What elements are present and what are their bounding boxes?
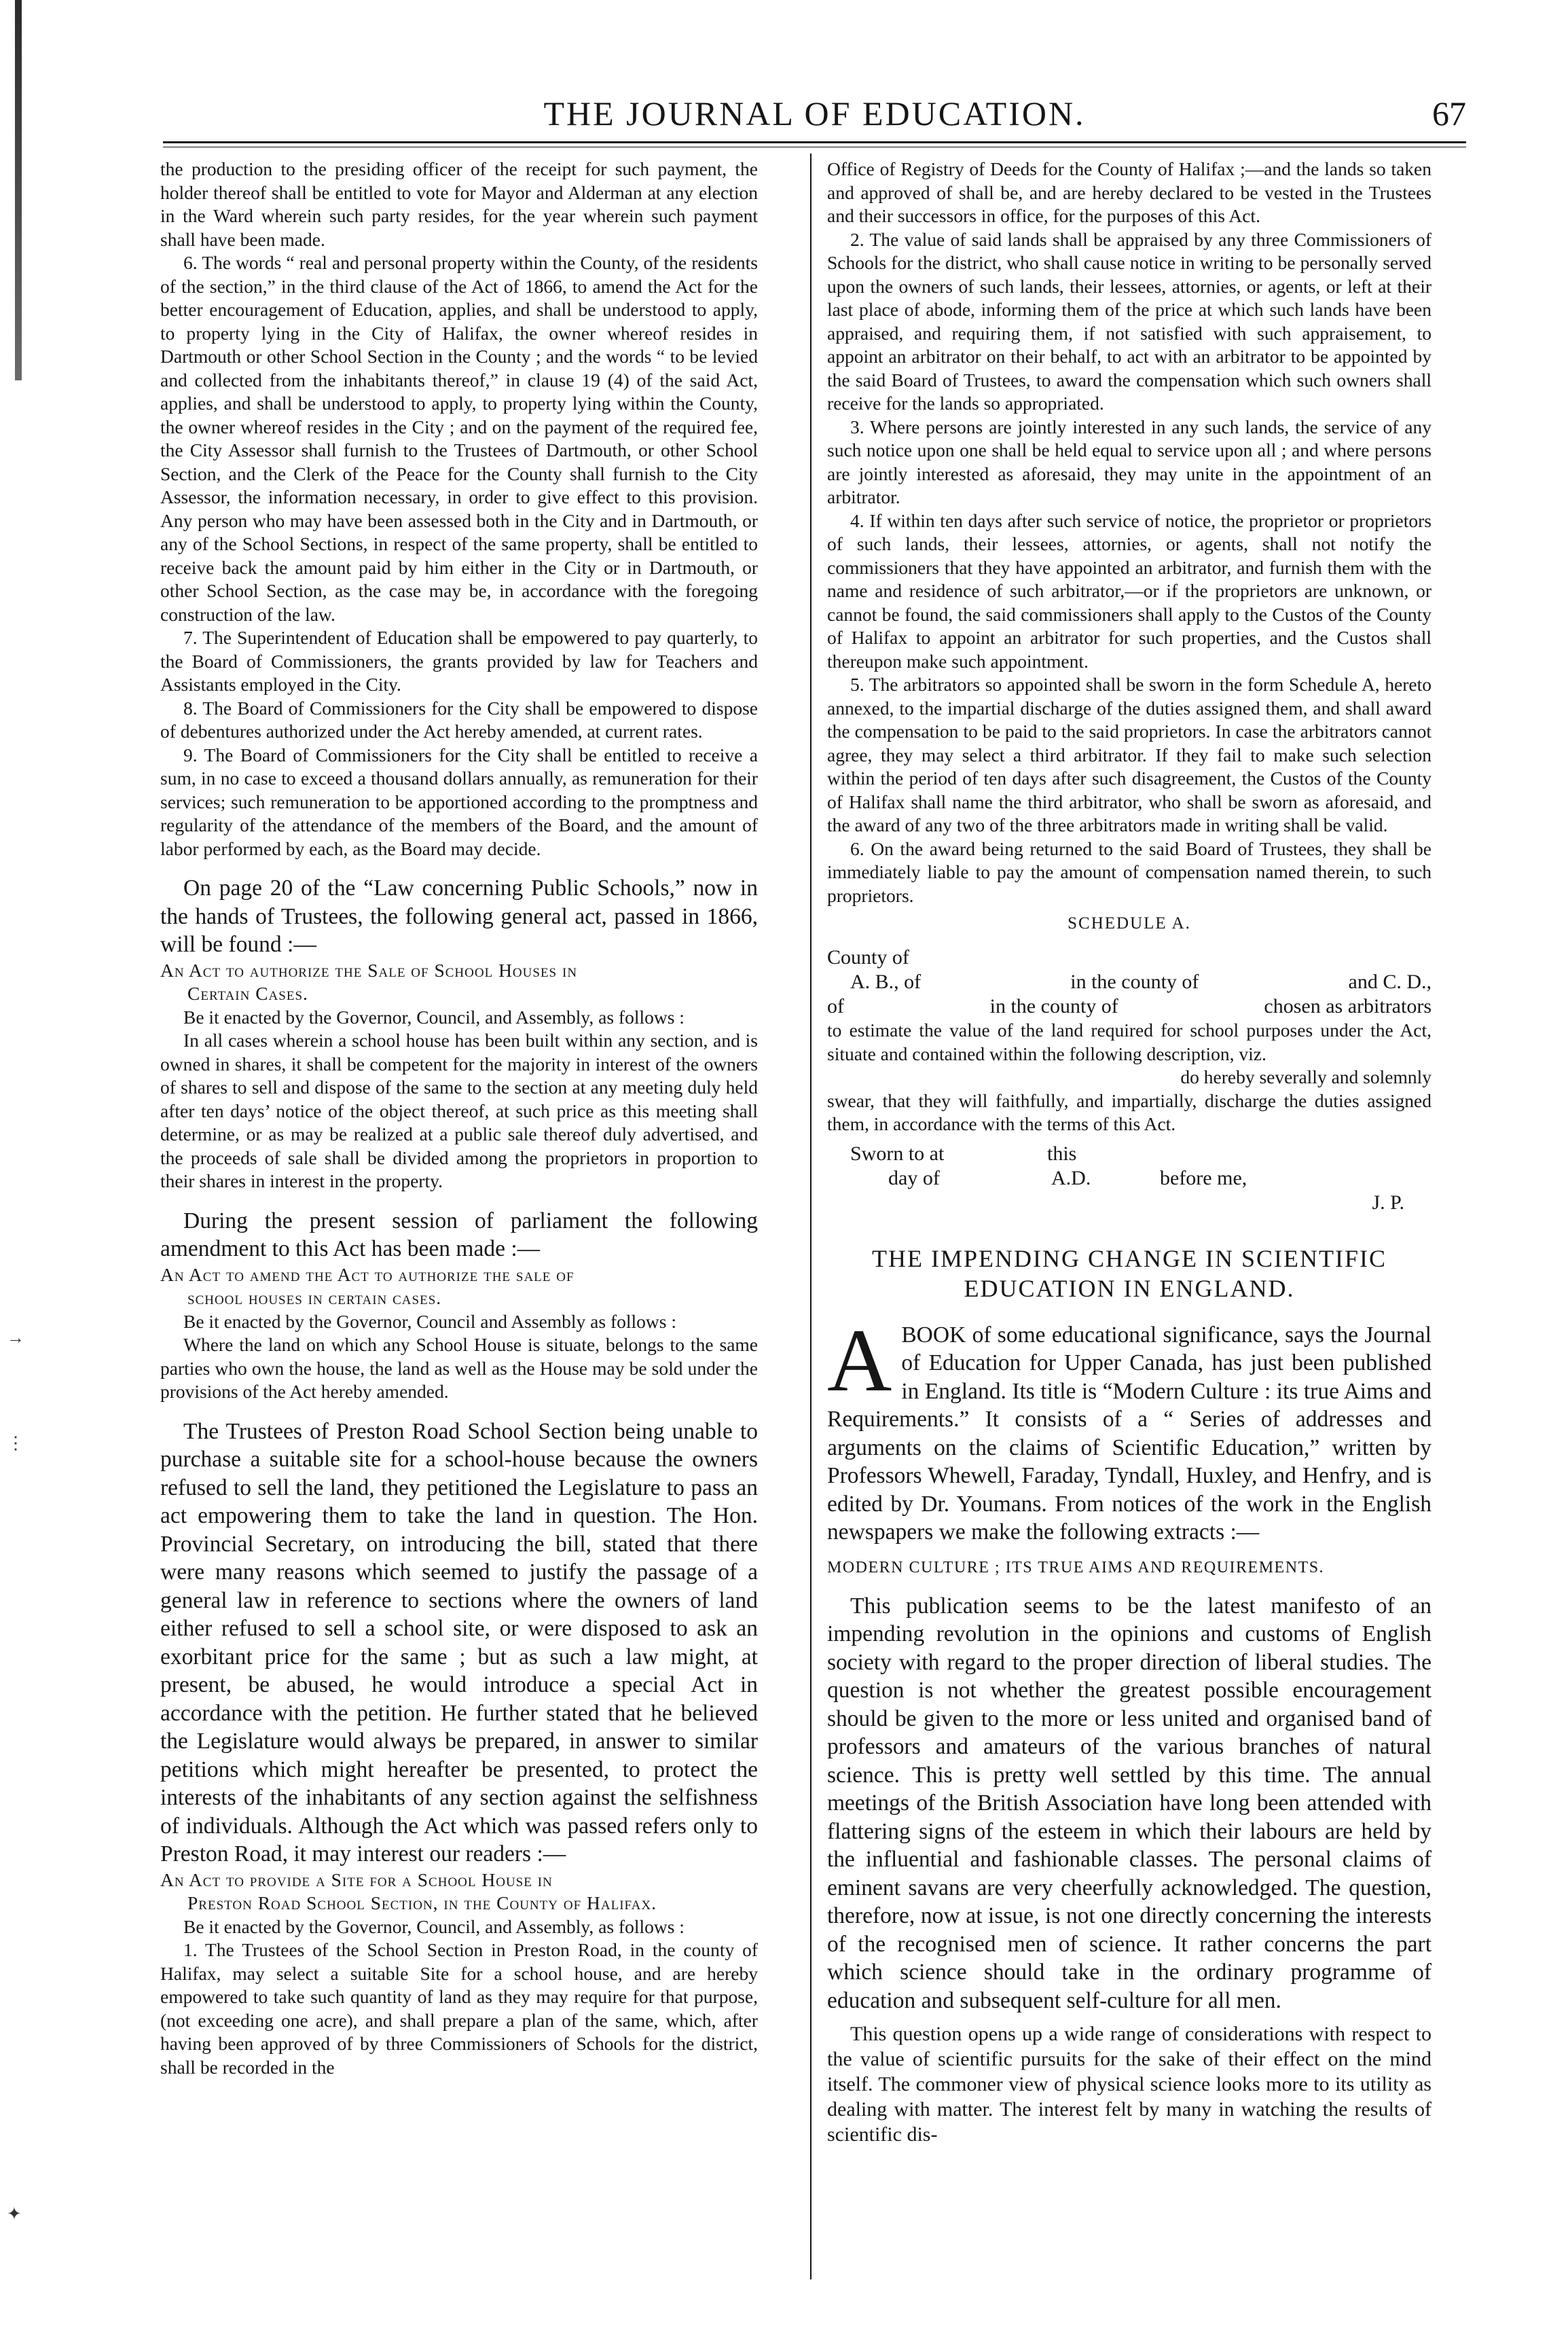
margin-mark: → <box>7 1328 24 1348</box>
schedule-line <box>827 994 1432 1019</box>
justice-of-peace: J. P. <box>1372 1191 1404 1214</box>
column-divider <box>810 154 812 2279</box>
paragraph: 6. The words “ real and personal property within the County, of the residents of the section,” in the third clause of the Act of 1866, to amend the Act for the better encouragement of Education, applies, and shall be understood to apply, to property lying in the City of Halifax, the owner whereof resides in Dartmouth or other School Section in the County ; and the words “ to be levied and collected from the inhabitants thereof,” in clause 19 (4) of the said Act, applies, and shall be understood to apply, to property lying within the County, the owner whereof resides in the City ; and on the payment of the required fee, the City Assessor shall furnish to the Trustees of Dartmouth, or other School Section, and the Clerk of the Peace for the County shall furnish to the City Assessor, the information necessary, in order to give effect to this provision. Any person who may have been assessed both in the City and in Dartmouth, or any of the School Sections, in respect of the same property, shall be entitled to receive back the amount paid by him either in the City or in Dartmouth, or other School Section, as the case may be, in accordance with the foregoing construction of the law. <box>160 252 758 625</box>
schedule-text: Sworn to at <box>850 1142 945 1165</box>
schedule-line <box>827 1166 1432 1191</box>
paragraph: On page 20 of the “Law concerning Public Schools,” now in the hands of Trustees, the following general act, passed in 1866, will be found :— <box>160 876 758 957</box>
header-rule <box>163 141 1466 143</box>
schedule-text: A.D. <box>1051 1166 1091 1189</box>
paragraph: The Trustees of Preston Road School Section being unable to purchase a suitable site for a school-house because the owners refused to sell the land, they petitioned the Legislature to pass an act empowering them to take the land in question. The Hon. Provincial Secretary, on introducing the bill, stated that there were many reasons which seemed to justify the passage of a general law in reference to sections where the owners of land either refused to sell a school site, or were disposed to ask an exorbitant price for the same ; but as such a law might, at present, be abused, he would introduce a special Act in accordance with the petition. He further stated that he believed the Legislature would always be prepared, in answer to similar petitions which might hereafter be presented, to protect the interests of the inhabitants of any section against the selfishness of individuals. Although the Act which was passed refers only to Preston Road, it may interest our readers :— <box>160 1418 758 1866</box>
act-title-line: An Act to authorize the Sale of School Houses in <box>160 959 578 981</box>
right-column <box>827 158 1432 2147</box>
paragraph: the production to the presiding officer of the receipt for such payment, the holder thereof shall be entitled to vote for Mayor and Alderman at any election in the Ward wherein such party resides, for the year wherein such payment shall have been made. <box>160 158 758 250</box>
page-header <box>163 94 1466 141</box>
schedule-heading: SCHEDULE A. <box>1068 914 1191 933</box>
schedule-text: in the county of <box>989 995 1118 1017</box>
section-subheading: MODERN CULTURE ; ITS TRUE AIMS AND REQUIREMENTS. <box>827 1558 1325 1576</box>
act-title-line: An Act to provide a Site for a School House in <box>160 1869 553 1890</box>
margin-mark: ⋮ <box>7 1433 24 1453</box>
schedule-text: before me, <box>1160 1166 1247 1189</box>
paragraph: 2. The value of said lands shall be appraised by any three Commissioners of Schools for the district, who shall cause notice in writing to be personally served upon the owners of such lands, their lessees, attornies, or agents, or left at their last place of abode, informing them of the price at which such lands have been appraised, and requiring them, if not satisfied with such appraisement, to appoint an arbitrator on their behalf, to act with an arbitrator to be appointed by the said Board of Trustees, to award the compensation which such owners shall receive for the lands so appropriated. <box>827 228 1432 414</box>
page-number: 67 <box>1432 94 1466 132</box>
schedule-text: day of <box>888 1166 940 1189</box>
enacting-clause: Be it enacted by the Governor, Council, and Assembly, as follows : <box>183 1006 685 1028</box>
paragraph: This question opens up a wide range of considerations with respect to the value of scientific pursuits for the sake of their effect on the mind itself. The commoner view of physical science looks more to its utility as dealing with matter. The interest felt by many in watching the results of scientific dis- <box>827 2023 1432 2146</box>
act-title-line: Certain Cases. <box>187 983 308 1004</box>
schedule-text: swear, that they will faithfully, and impartially, discharge the duties assigned them, in accordance with the terms of this Act. <box>827 1089 1432 1134</box>
enacting-clause: Be it enacted by the Governor, Council and Assembly as follows : <box>183 1310 676 1332</box>
schedule-text: this <box>1047 1142 1077 1165</box>
act-title <box>160 959 758 1006</box>
paragraph: 6. On the award being returned to the said Board of Trustees, they shall be immediately liable to pay the amount of compensation named therein, to such proprietors. <box>827 837 1432 906</box>
schedule-text: of <box>827 995 844 1017</box>
left-column <box>160 158 758 2079</box>
act-body: In all cases wherein a school house has been built within any section, and is owned in shares, it shall be competent for the majority in interest of the owners of shares to sell and dispose of the same to the section at any meeting duly held after ten days’ notice of the object thereof, at such price as this meeting shall determine, or as may be realized at a public sale thereof duly advertised, and the proceeds of sale shall be divided among the proprietors in proportion to their shares in interest in the property. <box>160 1030 758 1191</box>
drop-cap: A <box>827 1310 892 1410</box>
article-title <box>827 1244 1432 1303</box>
article-title-line: EDUCATION IN ENGLAND. <box>964 1274 1295 1302</box>
schedule-text: in the county of <box>1070 971 1199 993</box>
schedule-form <box>827 945 1432 1215</box>
schedule-text: do hereby severally and solemnly <box>1180 1066 1432 1087</box>
paragraph: Office of Registry of Deeds for the County of Halifax ;—and the lands so taken and approved of shall be, and are hereby declared to be vested in the Trustees and their successors in office, for the purposes of this Act. <box>827 158 1432 226</box>
schedule-text: A. B., of <box>850 971 922 993</box>
article-title-line: THE IMPENDING CHANGE IN SCIENTIFIC <box>872 1244 1387 1272</box>
act-title <box>160 1263 758 1310</box>
margin-mark: ✦ <box>7 2204 22 2224</box>
running-title: THE JOURNAL OF EDUCATION. <box>543 94 1086 132</box>
schedule-line <box>827 945 1432 970</box>
paragraph: 3. Where persons are jointly interested in any such lands, the service of any such notice upon one shall be held equal to service upon all ; and where persons are jointly interested as aforesaid, they may unite in the appointment of an arbitrator. <box>827 416 1432 507</box>
paragraph: 7. The Superintendent of Education shall be empowered to pay quarterly, to the Board of Commissioners, the grants provided by law for Teachers and Assistants employed in the City. <box>160 627 758 695</box>
schedule-text: County of <box>827 946 909 969</box>
paragraph: 9. The Board of Commissioners for the City shall be entitled to receive a sum, in no case to exceed a thousand dollars annually, as remuneration for their services; such remuneration to be apportioned according to the promptness and regularity of the attendance of the members of the Board, and the amount of labor performed by each, as the Board may decide. <box>160 744 758 859</box>
act-title-line: school houses in certain cases. <box>187 1287 442 1308</box>
paragraph: 5. The arbitrators so appointed shall be sworn in the form Schedule A, hereto annexed, to the impartial discharge of the duties assigned them, and shall award the compensation to be paid to the said proprietors. In case the arbitrators cannot agree, they may select a third arbitrator. If they fail to make such selection within the period of ten days after such disagreement, the Custos of the County of Halifax shall name the third arbitrator, who shall be sworn as aforesaid, and the award of any two of the three arbitrators made in writing shall be valid. <box>827 674 1432 835</box>
schedule-text: and C. D., <box>1348 971 1432 993</box>
binding-shadow <box>15 0 22 380</box>
act-title <box>160 1869 758 1915</box>
act-body: Where the land on which any School House is situate, belongs to the same parties who own the house, the land as well as the House may be sold under the provisions of the Act hereby amended. <box>160 1334 758 1402</box>
paragraph: 8. The Board of Commissioners for the City shall be empowered to dispose of debentures authorized under the Act hereby amended, at current rates. <box>160 697 758 742</box>
lead-text: BOOK of some educational significance, says the Journal of Education for Upper Canada, has just been published in England. Its title is “Modern Culture : its true Aims and Requirements.” It consists of a “ Series of addresses and arguments on the claims of Scientific Education,” written by Professors Whewell, Faraday, Tyndall, Huxley, and Henfry, and is edited by Dr. Youmans. From notices of the work in the English newspapers we make the following extracts :— <box>827 1322 1432 1545</box>
act-title-line: Preston Road School Section, in the County of Halifax. <box>187 1892 657 1913</box>
act-section: 1. The Trustees of the School Section in Preston Road, in the county of Halifax, may select a suitable Site for a school house, and are hereby empowered to take such quantity of land as they may require for that purpose, (not exceeding one acre), and shall prepare a plan of the same, which, after having been approved of by three Commissioners of Schools for the district, shall be recorded in the <box>160 1939 758 2078</box>
schedule-line <box>827 970 1432 994</box>
enacting-clause: Be it enacted by the Governor, Council, and Assembly, as follows : <box>183 1915 685 1937</box>
act-title-line: An Act to amend the Act to authorize the sale of <box>160 1263 575 1285</box>
schedule-line <box>827 1142 1432 1166</box>
schedule-text: to estimate the value of the land required for school purposes under the Act, situate and contained within the following description, viz. <box>827 1019 1432 1064</box>
schedule-text: chosen as arbitrators <box>1264 995 1432 1017</box>
paragraph: During the present session of parliament the following amendment to this Act has been made :— <box>160 1208 758 1261</box>
paragraph: This publication seems to be the latest manifesto of an impending revolution in the opinions and customs of English society with regard to the proper direction of liberal studies. The question is not whether the greatest possible encouragement should be given to the more or less united and organised band of professors and amateurs of the various branches of natural science. This is pretty well settled by this time. The annual meetings of the British Association have long been attended with flattering signs of the esteem in which their labours are held by the influential and fashionable classes. The personal claims of eminent savans are very cheerfully acknowledged. The question, therefore, now at issue, is not one directly concerning the interests of the recognised men of science. It rather concerns the part which science should take in the ordinary programme of education and subsequent self-culture for all men. <box>827 1593 1432 2013</box>
paragraph: 4. If within ten days after such service of notice, the proprietor or proprietors of such lands, their lessees, attornies, or agents, shall not notify the commissioners that they have appointed an arbitrator, and furnish them with the name and residence of such arbitrator,—or if the proprietors are unknown, or cannot be found, the said commissioners shall apply to the Custos of the County of Halifax to appoint an arbitrator for such properties, and the Custos shall thereupon make such appointment. <box>827 509 1432 672</box>
article-lead <box>827 1310 1432 1547</box>
